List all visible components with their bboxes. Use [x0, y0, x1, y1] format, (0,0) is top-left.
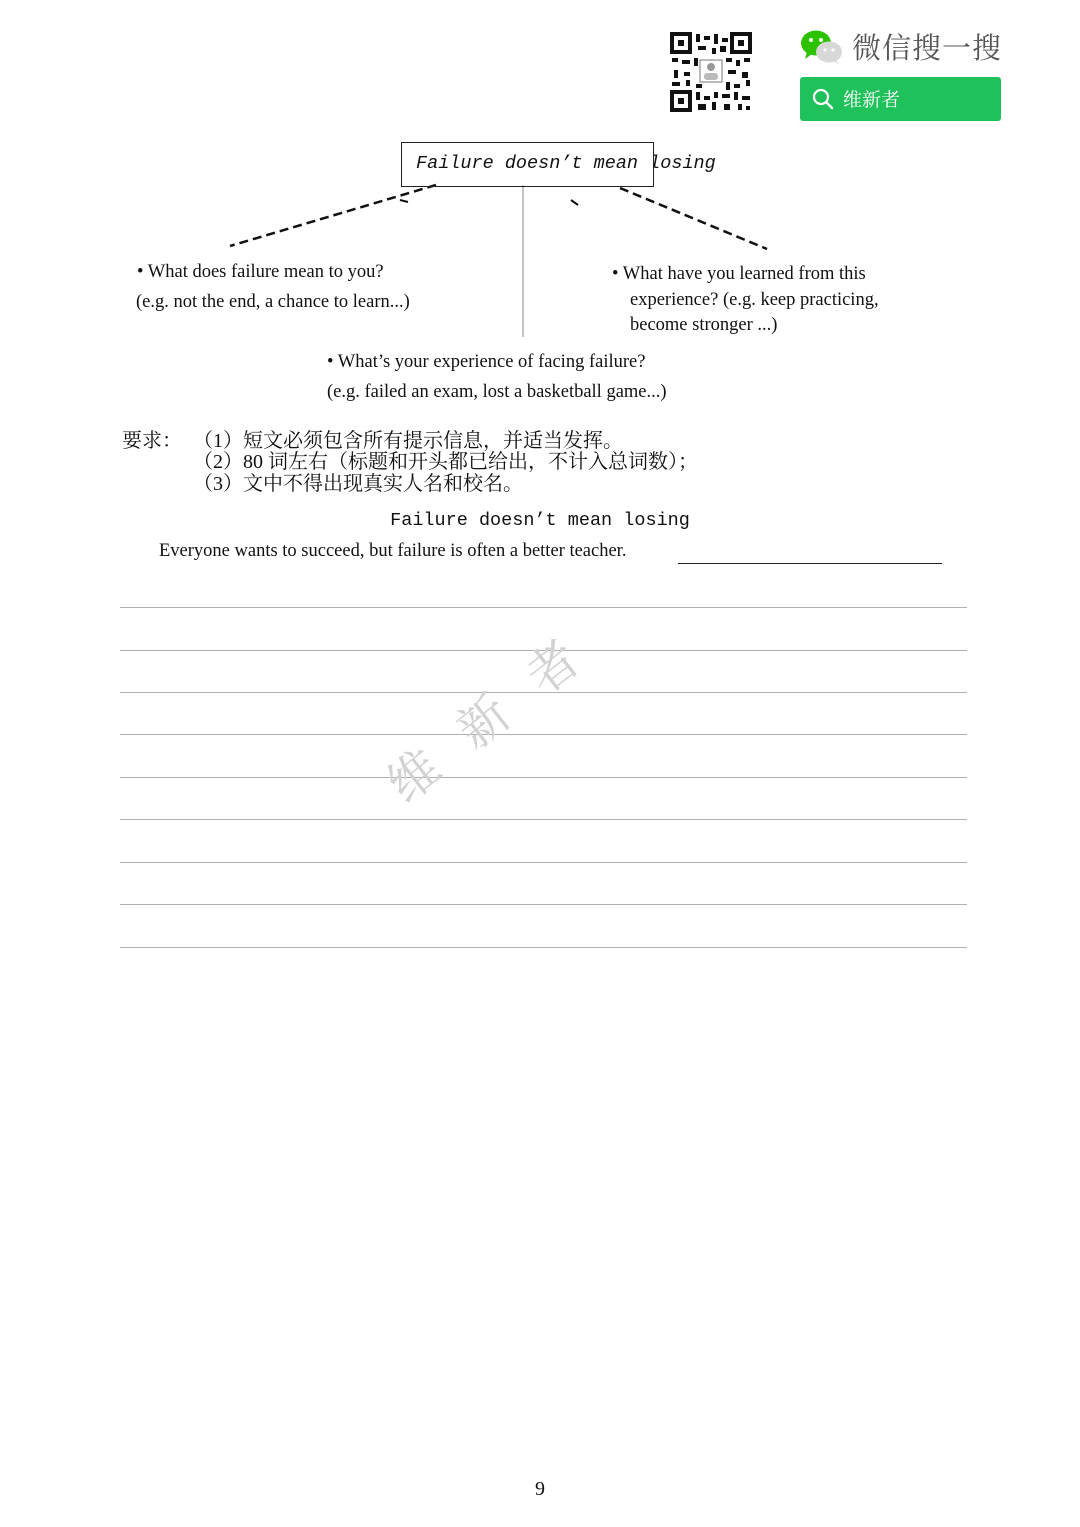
prompt-right-example-line2: become stronger ...) — [630, 315, 778, 335]
prompt-right-question: • What have you learned from this — [612, 264, 866, 284]
connector-right — [620, 188, 767, 249]
mindmap-connectors — [0, 0, 1080, 400]
writing-line[interactable] — [120, 777, 967, 778]
search-keyword: 维新者 — [843, 89, 901, 111]
wechat-search-title: 微信搜一搜 — [852, 31, 1003, 65]
writing-line[interactable] — [120, 862, 967, 863]
requirement-item: （3）文中不得出现真实人名和校名。 — [193, 473, 523, 495]
requirement-item: （2）80 词左右（标题和开头都已给出，不计入总词数）； — [193, 451, 698, 473]
writing-line[interactable] — [120, 904, 967, 905]
prompt-left-question: • What does failure mean to you? — [137, 262, 384, 282]
writing-line[interactable] — [120, 819, 967, 820]
prompt-bottom-question: • What’s your experience of facing failure? — [327, 352, 646, 372]
writing-line[interactable] — [120, 734, 967, 735]
requirements-label: 要求： — [122, 430, 182, 452]
essay-first-line-blank[interactable] — [678, 563, 942, 564]
writing-line[interactable] — [120, 607, 967, 608]
prompt-left-example: (e.g. not the end, a chance to learn...) — [136, 292, 410, 312]
page-number: 9 — [535, 1478, 545, 1500]
watermark: 维新者 — [376, 606, 621, 815]
prompt-right-example-line1: experience? (e.g. keep practicing, — [630, 290, 879, 310]
connector-left — [230, 185, 436, 246]
writing-line[interactable] — [120, 947, 967, 948]
requirement-item: （1）短文必须包含所有提示信息，并适当发挥。 — [193, 430, 623, 452]
prompt-bottom-example: (e.g. failed an exam, lost a basketball game...) — [327, 382, 667, 402]
essay-title: Failure doesn’t mean losing — [390, 510, 690, 531]
essay-opening-sentence: Everyone wants to succeed, but failure is often a better teacher. — [159, 541, 627, 561]
mindmap-center-title: Failure doesn’t mean losing — [416, 153, 716, 174]
